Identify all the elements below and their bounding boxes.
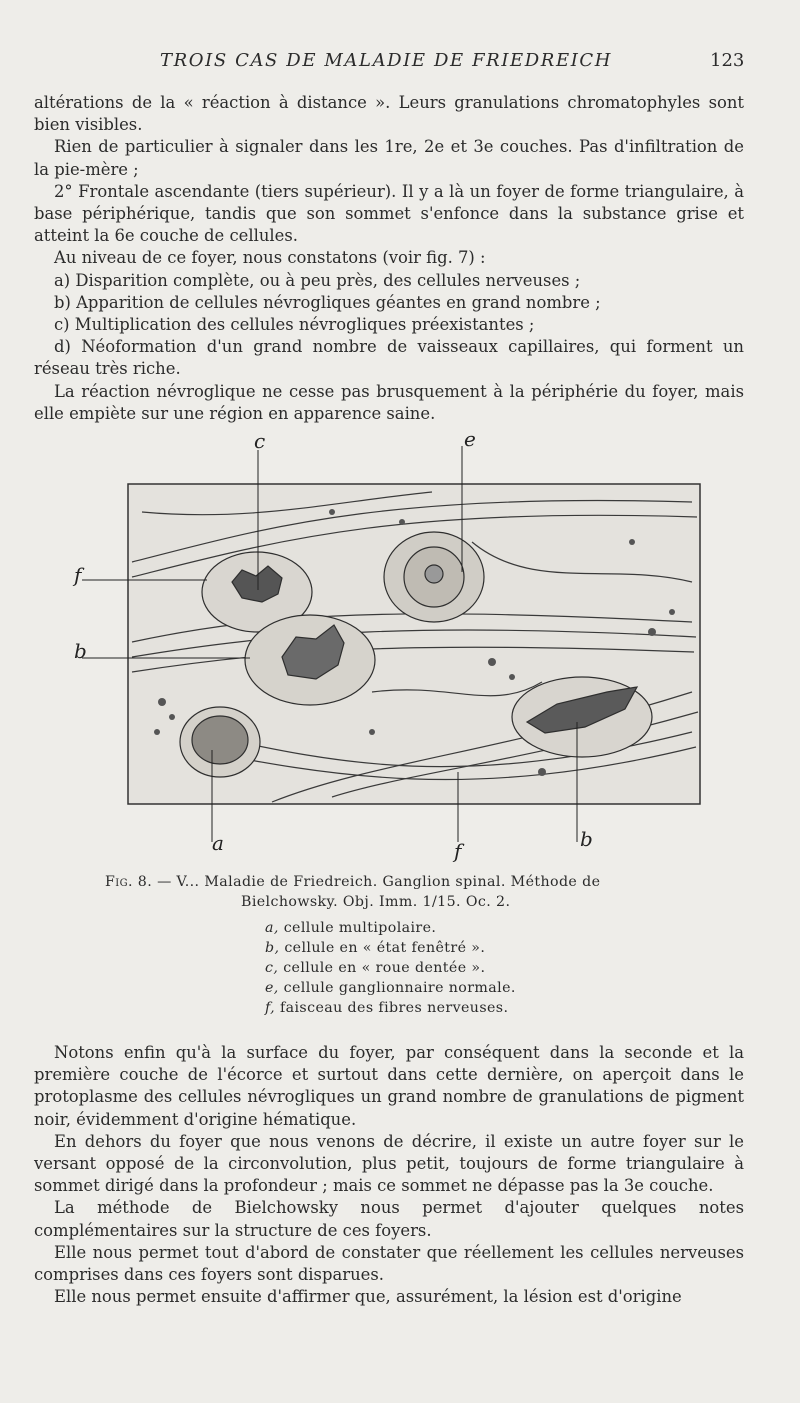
label-c: c (254, 432, 266, 453)
caption-title: — V... Maladie de Friedreich. Ganglion spinal. Méthode de (157, 874, 601, 890)
histology-illustration (72, 432, 732, 862)
cell-e-nucleus (425, 565, 443, 583)
label-f-left: f (74, 563, 82, 587)
legend-text: faisceau des fibres nerveuses. (279, 1000, 509, 1016)
legend-letter: a, (265, 920, 279, 936)
legend-letter: b, (265, 940, 280, 956)
figure-caption (105, 872, 705, 1018)
legend-item (265, 998, 705, 1018)
paragraph: Au niveau de ce foyer, nous constatons (voir fig. 7) : (54, 248, 486, 268)
list-item: b) Apparition de cellules névrogliques géantes en grand nombre ; (54, 292, 601, 312)
legend-letter: c, (265, 960, 279, 976)
figure-legend (105, 918, 705, 1018)
legend-text: cellule ganglionnaire normale. (283, 980, 516, 996)
top-text-block (34, 92, 744, 425)
label-a: a (212, 831, 224, 855)
caption-title-cont: Bielchowsky. Obj. Imm. 1/15. Oc. 2. (241, 894, 511, 910)
label-b-bottom: b (580, 827, 593, 851)
list-item: c) Multiplication des cellules névrogliques préexistantes ; (54, 315, 535, 335)
page-number: 123 (710, 50, 745, 71)
cell-a-body (192, 716, 248, 764)
legend-item (265, 938, 705, 958)
legend-item (265, 918, 705, 938)
legend-item (265, 958, 705, 978)
label-f-bottom: f (454, 839, 462, 862)
legend-text: cellule en « roue dentée ». (283, 960, 486, 976)
label-e: e (464, 432, 476, 451)
histology-figure (72, 432, 732, 862)
paragraph: La réaction névroglique ne cesse pas brusquement à la périphérie du foyer, mais elle empiète sur une région en apparence saine. (34, 381, 744, 423)
paragraph: Rien de particulier à signaler dans les 1re, 2e et 3e couches. Pas d'infiltration de la pie-mère ; (34, 137, 744, 179)
legend-item (265, 978, 705, 998)
legend-text: cellule en « état fenêtré ». (284, 940, 486, 956)
label-b-left: b (74, 639, 87, 663)
paragraph: Elle nous permet ensuite d'affirmer que, assurément, la lésion est d'origine (54, 1287, 682, 1307)
legend-letter: f, (265, 1000, 276, 1016)
paragraph: En dehors du foyer que nous venons de décrire, il existe un autre foyer sur le versant opposé de la circonvolution, plus petit, toujours de forme triangulaire à sommet dirigé dans la profondeur ; mais ce sommet ne dépasse pas la 3e couche. (34, 1131, 744, 1196)
paragraph: altérations de la « réaction à distance ». Leurs granulations chromatophyles sont bien visibles. (34, 93, 744, 135)
running-title: TROIS CAS DE MALADIE DE FRIEDREICH (160, 50, 613, 71)
caption-title-line (105, 872, 705, 892)
figure-number: Fig. 8. (105, 874, 153, 890)
paragraph: 2° Frontale ascendante (tiers supérieur). Il y a là un foyer de forme triangulaire, à base périphérique, tandis que son sommet s'enfonce dans la substance grise et atteint la 6e couche de cellules. (34, 181, 744, 246)
paragraph: Notons enfin qu'à la surface du foyer, par conséquent dans la seconde et la première couche de l'écorce et surtout dans cette dernière, on aperçoit dans le protoplasme des cellules névrogliques un grand nombre de granulations de pigment noir, évidemment d'origine hématique. (34, 1043, 744, 1129)
paragraph: La méthode de Bielchowsky nous permet d'ajouter quelques notes complémentaires sur la structure de ces foyers. (34, 1198, 744, 1240)
legend-letter: e, (265, 980, 279, 996)
paragraph: Elle nous permet tout d'abord de constater que réellement les cellules nerveuses comprises dans ces foyers sont disparues. (34, 1242, 744, 1285)
page-header (0, 50, 800, 76)
bottom-text-block (34, 1042, 744, 1308)
list-item: d) Néoformation d'un grand nombre de vaisseaux capillaires, qui forment un réseau très riche. (34, 337, 744, 379)
legend-text: cellule multipolaire. (283, 920, 437, 936)
list-item: a) Disparition complète, ou à peu près, des cellules nerveuses ; (54, 270, 581, 290)
